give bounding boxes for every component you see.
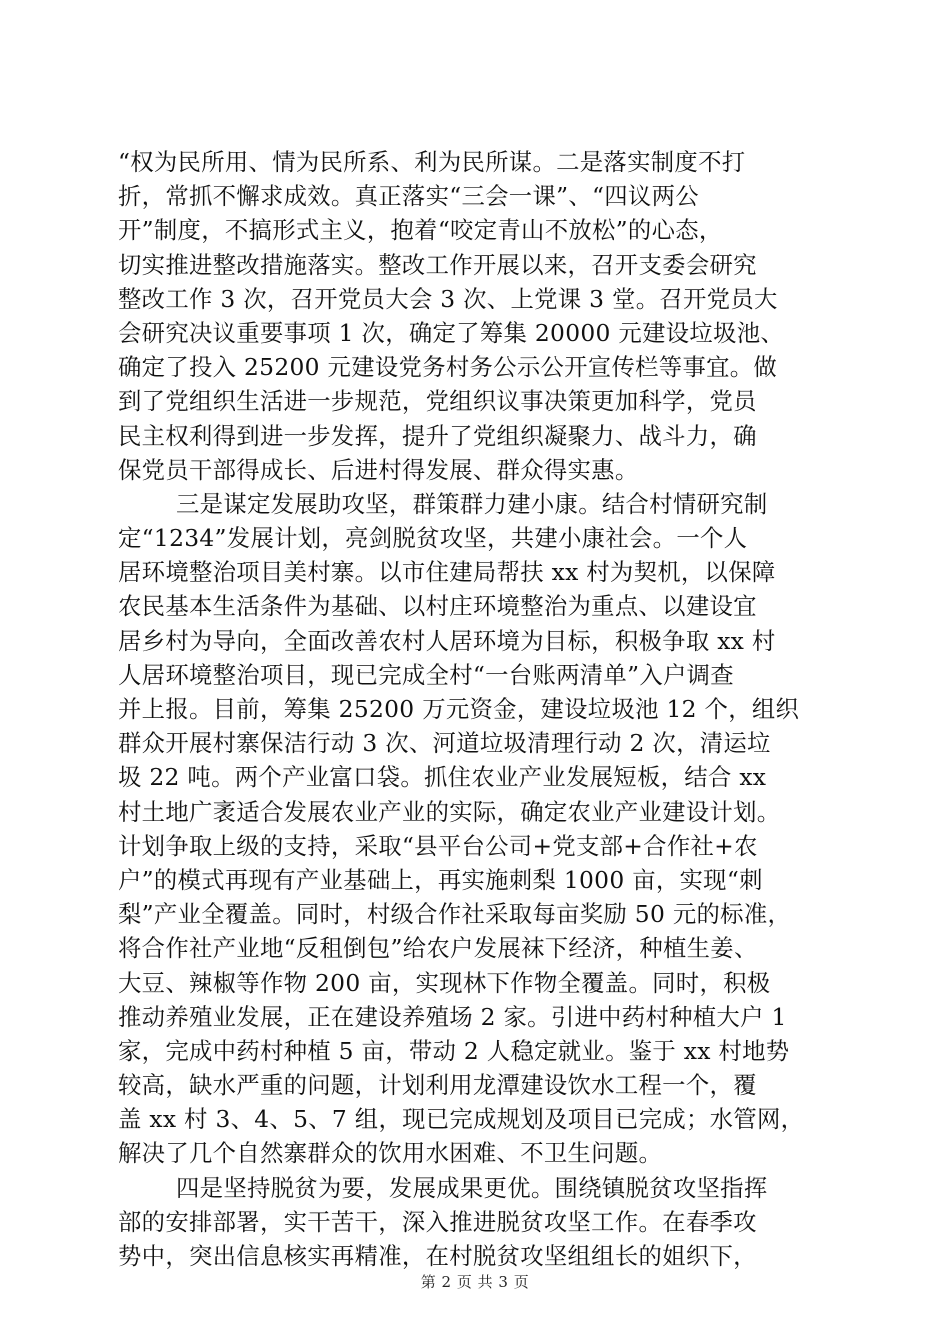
text-line: 开”制度，不搞形式主义，抱着“咬定青山不放松”的心态， — [118, 216, 723, 245]
text-line: 居乡村为导向，全面改善农村人居环境为目标，积极争取 xx 村 — [118, 626, 776, 655]
text-line: 到了党组织生活进一步规范，党组织议事决策更加科学，党员 — [118, 387, 757, 416]
text-line: 将合作社产业地“反租倒包”给农户发展袜下经济，种植生姜、 — [118, 934, 758, 963]
text-line: 折，常抓不懈求成效。真正落实“三会一课”、“四议两公 — [118, 182, 699, 211]
text-line: 民主权利得到进一步发挥，提升了党组织凝聚力、战斗力，确 — [118, 421, 757, 450]
text-line: 圾 22 吨。两个产业富口袋。抓住农业产业发展短板，结合 xx — [118, 763, 767, 792]
text-line: 村土地广袤适合发展农业产业的实际，确定农业产业建设计划。 — [118, 797, 781, 826]
text-line: 较高，缺水严重的问题，计划利用龙潭建设饮水工程一个，覆 — [118, 1071, 757, 1100]
text-line: 部的安排部署，实干苦干，深入推进脱贫攻坚工作。在春季攻 — [118, 1207, 757, 1236]
text-line: “权为民所用、情为民所系、利为民所谋。二是落实制度不打 — [118, 148, 746, 176]
text-line: 计划争取上级的支持，采取“县平台公司+党支部+合作社+农 — [118, 831, 758, 860]
text-line: 户”的模式再现有产业基础上，再实施刺梨 1000 亩，实现“刺 — [118, 865, 763, 894]
text-line: 整改工作 3 次，召开党员大会 3 次、上党课 3 堂。召开党员大 — [118, 284, 778, 313]
text-line: 家，完成中药村种植 5 亩，带动 2 人稳定就业。鉴于 xx 村地势 — [118, 1036, 790, 1065]
text-line: 并上报。目前，筹集 25200 万元资金，建设垃圾池 12 个，组织 — [118, 695, 800, 723]
text-line: 盖 xx 村 3、4、5、7 组，现已完成规划及项目已完成；水管网， — [118, 1105, 805, 1134]
text-line: 农民基本生活条件为基础、以村庄环境整治为重点、以建设宜 — [118, 592, 757, 621]
text-line: 居环境整治项目美村寨。以市住建局帮扶 xx 村为契机，以保障 — [118, 558, 776, 587]
text-line: 势中，突出信息核实再精准，在村脱贫攻坚组组长的姐织下， — [118, 1242, 757, 1270]
paragraph-first-line: 三是谋定发展助攻坚，群策群力建小康。结合村情研究制 — [176, 489, 768, 518]
text-line: 确定了投入 25200 元建设党务村务公示公开宣传栏等事宜。做 — [118, 353, 778, 382]
page-footer: 第 2 页 共 3 页 — [420, 1273, 530, 1291]
text-line: 群众开展村寨保洁行动 3 次、河道垃圾清理行动 2 次，清运垃 — [118, 729, 771, 758]
text-line: 保党员干部得成长、后进村得发展、群众得实惠。 — [118, 455, 639, 484]
text-line: 会研究决议重要事项 1 次，确定了筹集 20000 元建设垃圾池、 — [118, 318, 785, 347]
paragraph-first-line: 四是坚持脱贫为要，发展成果更优。围绕镇脱贫攻坚指挥 — [176, 1173, 768, 1202]
text-line: 切实推进整改措施落实。整改工作开展以来，召开支委会研究 — [118, 250, 757, 279]
text-line: 梨”产业全覆盖。同时，村级合作社采取每亩奖励 50 元的标准， — [118, 900, 792, 929]
text-line: 人居环境整治项目，现已完成全村“一台账两清单”入户调查 — [118, 660, 734, 689]
document-body — [118, 145, 838, 1273]
text-line: 解决了几个自然寨群众的饮用水困难、不卫生问题。 — [118, 1139, 663, 1168]
text-line: 推动养殖业发展，正在建设养殖场 2 家。引进中药村种植大户 1 — [118, 1002, 787, 1031]
text-line: 大豆、辣椒等作物 200 亩，实现林下作物全覆盖。同时，积极 — [118, 968, 771, 997]
text-line: 定“1234”发展计划，亮剑脱贫攻坚，共建小康社会。一个人 — [118, 524, 748, 553]
